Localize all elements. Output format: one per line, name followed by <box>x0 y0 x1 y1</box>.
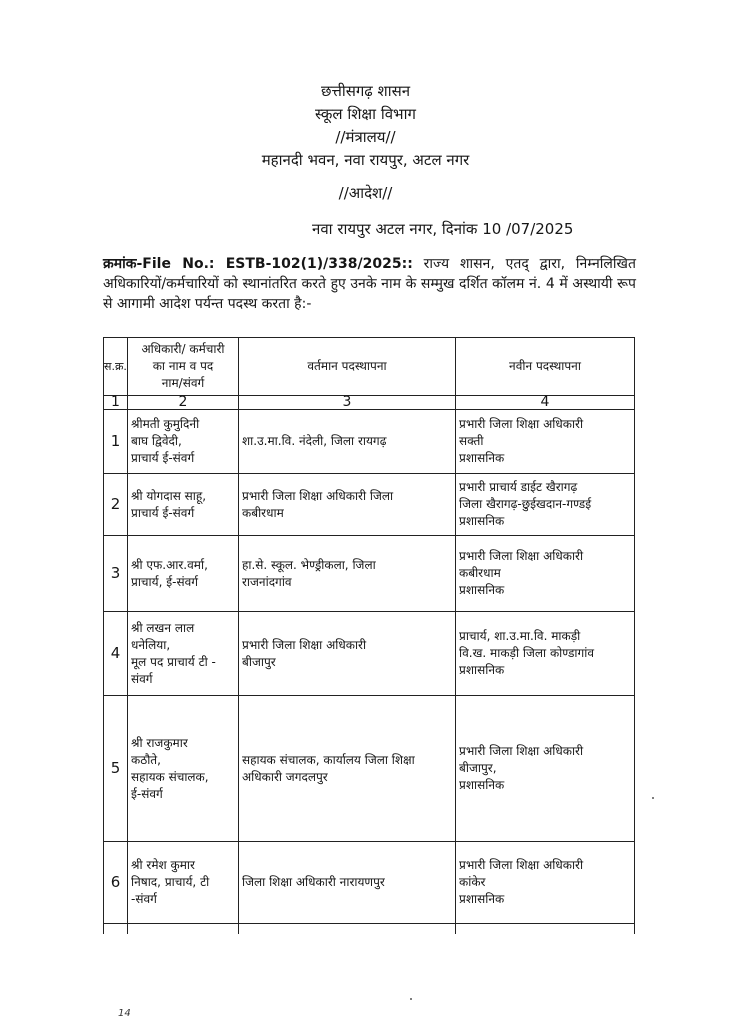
serial-number: 1 <box>104 410 128 474</box>
officer-name-cell <box>128 474 239 536</box>
table-row <box>104 696 635 842</box>
serial-number: 6 <box>104 842 128 924</box>
officer-name-cell-line: श्रीमती कुमुदिनी <box>131 417 200 431</box>
serial-number: 5 <box>104 696 128 842</box>
empty-cell <box>104 924 128 934</box>
new-posting-cell-line: प्रभारी जिला शिक्षा अधिकारी <box>459 417 584 431</box>
table-row-continued <box>104 924 635 934</box>
officer-name-cell-line: -संवर्ग <box>131 892 157 906</box>
transfer-table <box>103 337 635 934</box>
address-line: महानदी भवन, नवा रायपुर, अटल नगर <box>261 151 470 169</box>
header-current-posting: वर्तमान पदस्थापना <box>239 338 456 396</box>
current-posting-cell <box>239 696 456 842</box>
new-posting-cell <box>456 612 635 696</box>
new-posting-cell-line: जिला खैरागढ़-छुईखदान-गण्डई <box>459 497 592 511</box>
new-posting-cell-line: प्रशासनिक <box>459 778 505 792</box>
new-posting-cell-line: प्राचार्य, शा.उ.मा.वि. माकड़ी <box>459 629 581 643</box>
officer-name-cell <box>128 696 239 842</box>
order-intro-paragraph <box>103 254 636 314</box>
current-posting-cell <box>239 410 456 474</box>
officer-name-cell-line: संवर्ग <box>131 671 153 686</box>
table-header-row <box>104 338 635 396</box>
file-number: क्रमांक-File No.: ESTB-102(1)/338/2025:: <box>103 256 413 272</box>
serial-number: 2 <box>104 474 128 536</box>
current-posting-cell-line: सहायक संचालक, कार्यालय जिला शिक्षा <box>242 752 415 767</box>
current-posting-cell-line: हा.से. स्कूल. भेण्ड्रीकला, जिला <box>242 557 376 572</box>
empty-cell <box>128 924 239 934</box>
table-row <box>104 474 635 536</box>
current-posting-cell <box>239 536 456 612</box>
officer-name-cell-line: श्री लखन लाल <box>131 620 195 635</box>
column-number: 3 <box>239 396 456 410</box>
page-mark: 14 <box>118 1008 131 1019</box>
current-posting-cell-line: शा.उ.मा.वि. नंदेली, जिला रायगढ़ <box>242 434 387 448</box>
officer-name-cell-line: श्री एफ.आर.वर्मा, <box>131 557 208 572</box>
new-posting-cell <box>456 474 635 536</box>
current-posting-cell <box>239 474 456 536</box>
new-posting-cell-line: प्रशासनिक <box>459 892 505 906</box>
government-name: छत्तीसगढ़ शासन <box>320 82 411 100</box>
officer-name-cell-line: कठौते, <box>131 752 161 767</box>
current-posting-cell-line: बीजापुर <box>242 654 276 669</box>
new-posting-cell-line: प्रभारी जिला शिक्षा अधिकारी <box>459 549 584 563</box>
scan-speck <box>652 797 654 799</box>
current-posting-cell-line: अधिकारी जगदलपुर <box>242 769 328 784</box>
current-posting-cell-line: राजनांदगांव <box>242 574 292 589</box>
officer-name-cell-line: बाघ द्विवेदी, <box>131 434 182 448</box>
serial-number: 4 <box>104 612 128 696</box>
table-row <box>104 410 635 474</box>
officer-name-cell-line: ई-संवर्ग <box>131 786 163 801</box>
current-posting-cell-line: प्रभारी जिला शिक्षा अधिकारी <box>242 637 367 652</box>
officer-name-cell-line: प्राचार्य ई-संवर्ग <box>131 505 195 520</box>
officer-name-cell-line: मूल पद प्राचार्य टी - <box>131 654 216 669</box>
ministry-label: //मंत्रालय// <box>335 128 396 146</box>
current-posting-cell-line: जिला शिक्षा अधिकारी नारायणपुर <box>242 875 385 889</box>
column-number: 2 <box>128 396 239 410</box>
new-posting-cell-line: बीजापुर, <box>459 761 497 775</box>
current-posting-cell-line: कबीरधाम <box>242 505 284 520</box>
current-posting-cell-line: प्रभारी जिला शिक्षा अधिकारी जिला <box>242 488 394 503</box>
table-row <box>104 842 635 924</box>
column-number-row <box>104 396 635 410</box>
new-posting-cell-line: सक्ती <box>459 434 484 448</box>
new-posting-cell-line: प्रशासनिक <box>459 663 505 677</box>
officer-name-cell <box>128 612 239 696</box>
officer-name-cell-line: प्राचार्य ई-संवर्ग <box>131 451 195 465</box>
officer-name-cell-line: श्री योगदास साहू, <box>131 488 207 503</box>
new-posting-cell <box>456 696 635 842</box>
new-posting-cell <box>456 536 635 612</box>
officer-name-cell <box>128 410 239 474</box>
header-name: अधिकारी/ कर्मचारी का नाम व पद नाम/संवर्ग <box>128 338 239 396</box>
new-posting-cell-line: प्रशासनिक <box>459 583 505 597</box>
empty-cell <box>456 924 635 934</box>
table-row <box>104 536 635 612</box>
new-posting-cell-line: वि.ख. माकड़ी जिला कोण्डागांव <box>459 646 595 660</box>
new-posting-cell-line: प्रशासनिक <box>459 451 505 465</box>
officer-name-cell <box>128 536 239 612</box>
officer-name-cell-line: निषाद, प्राचार्य, टी <box>131 875 210 889</box>
serial-number: 3 <box>104 536 128 612</box>
current-posting-cell <box>239 612 456 696</box>
current-posting-cell <box>239 842 456 924</box>
scan-speck <box>410 998 412 1000</box>
new-posting-cell-line: कांकेर <box>459 875 486 889</box>
table-row <box>104 612 635 696</box>
order-heading: //आदेश// <box>338 184 393 202</box>
officer-name-cell-line: प्राचार्य, ई-संवर्ग <box>131 574 199 589</box>
order-text: राज्य शासन, एतद् द्वारा, निम्नलिखित अधिकारियों/कर्मचारियों को स्थानांतरित करते हुए उनके नाम के सम्मुख दर्शित कॉलम नं. 4 में अस्थायी रूप से आगामी आदेश पर्यन्त पदस्थ करता है:- <box>103 256 636 312</box>
header-sno: स.क्र. <box>104 338 128 396</box>
document-header <box>0 80 731 172</box>
column-number: 4 <box>456 396 635 410</box>
empty-cell <box>239 924 456 934</box>
officer-name-cell-line: श्री राजकुमार <box>131 735 188 750</box>
officer-name-cell-line: सहायक संचालक, <box>131 769 209 784</box>
new-posting-cell <box>456 410 635 474</box>
new-posting-cell-line: प्रभारी जिला शिक्षा अधिकारी <box>459 858 584 872</box>
officer-name-cell-line: श्री रमेश कुमार <box>131 858 195 872</box>
header-new-posting: नवीन पदस्थापना <box>456 338 635 396</box>
new-posting-cell-line: कबीरधाम <box>459 566 501 580</box>
department-name: स्कूल शिक्षा विभाग <box>315 105 416 123</box>
new-posting-cell <box>456 842 635 924</box>
place-date-line: नवा रायपुर अटल नगर, दिनांक 10 /07/2025 <box>312 220 574 238</box>
new-posting-cell-line: प्रशासनिक <box>459 514 505 528</box>
new-posting-cell-line: प्रभारी जिला शिक्षा अधिकारी <box>459 744 584 758</box>
officer-name-cell-line: धनेलिया, <box>131 637 171 652</box>
column-number: 1 <box>104 396 128 410</box>
new-posting-cell-line: प्रभारी प्राचार्य डाईट खैरागढ़ <box>459 480 578 494</box>
officer-name-cell <box>128 842 239 924</box>
